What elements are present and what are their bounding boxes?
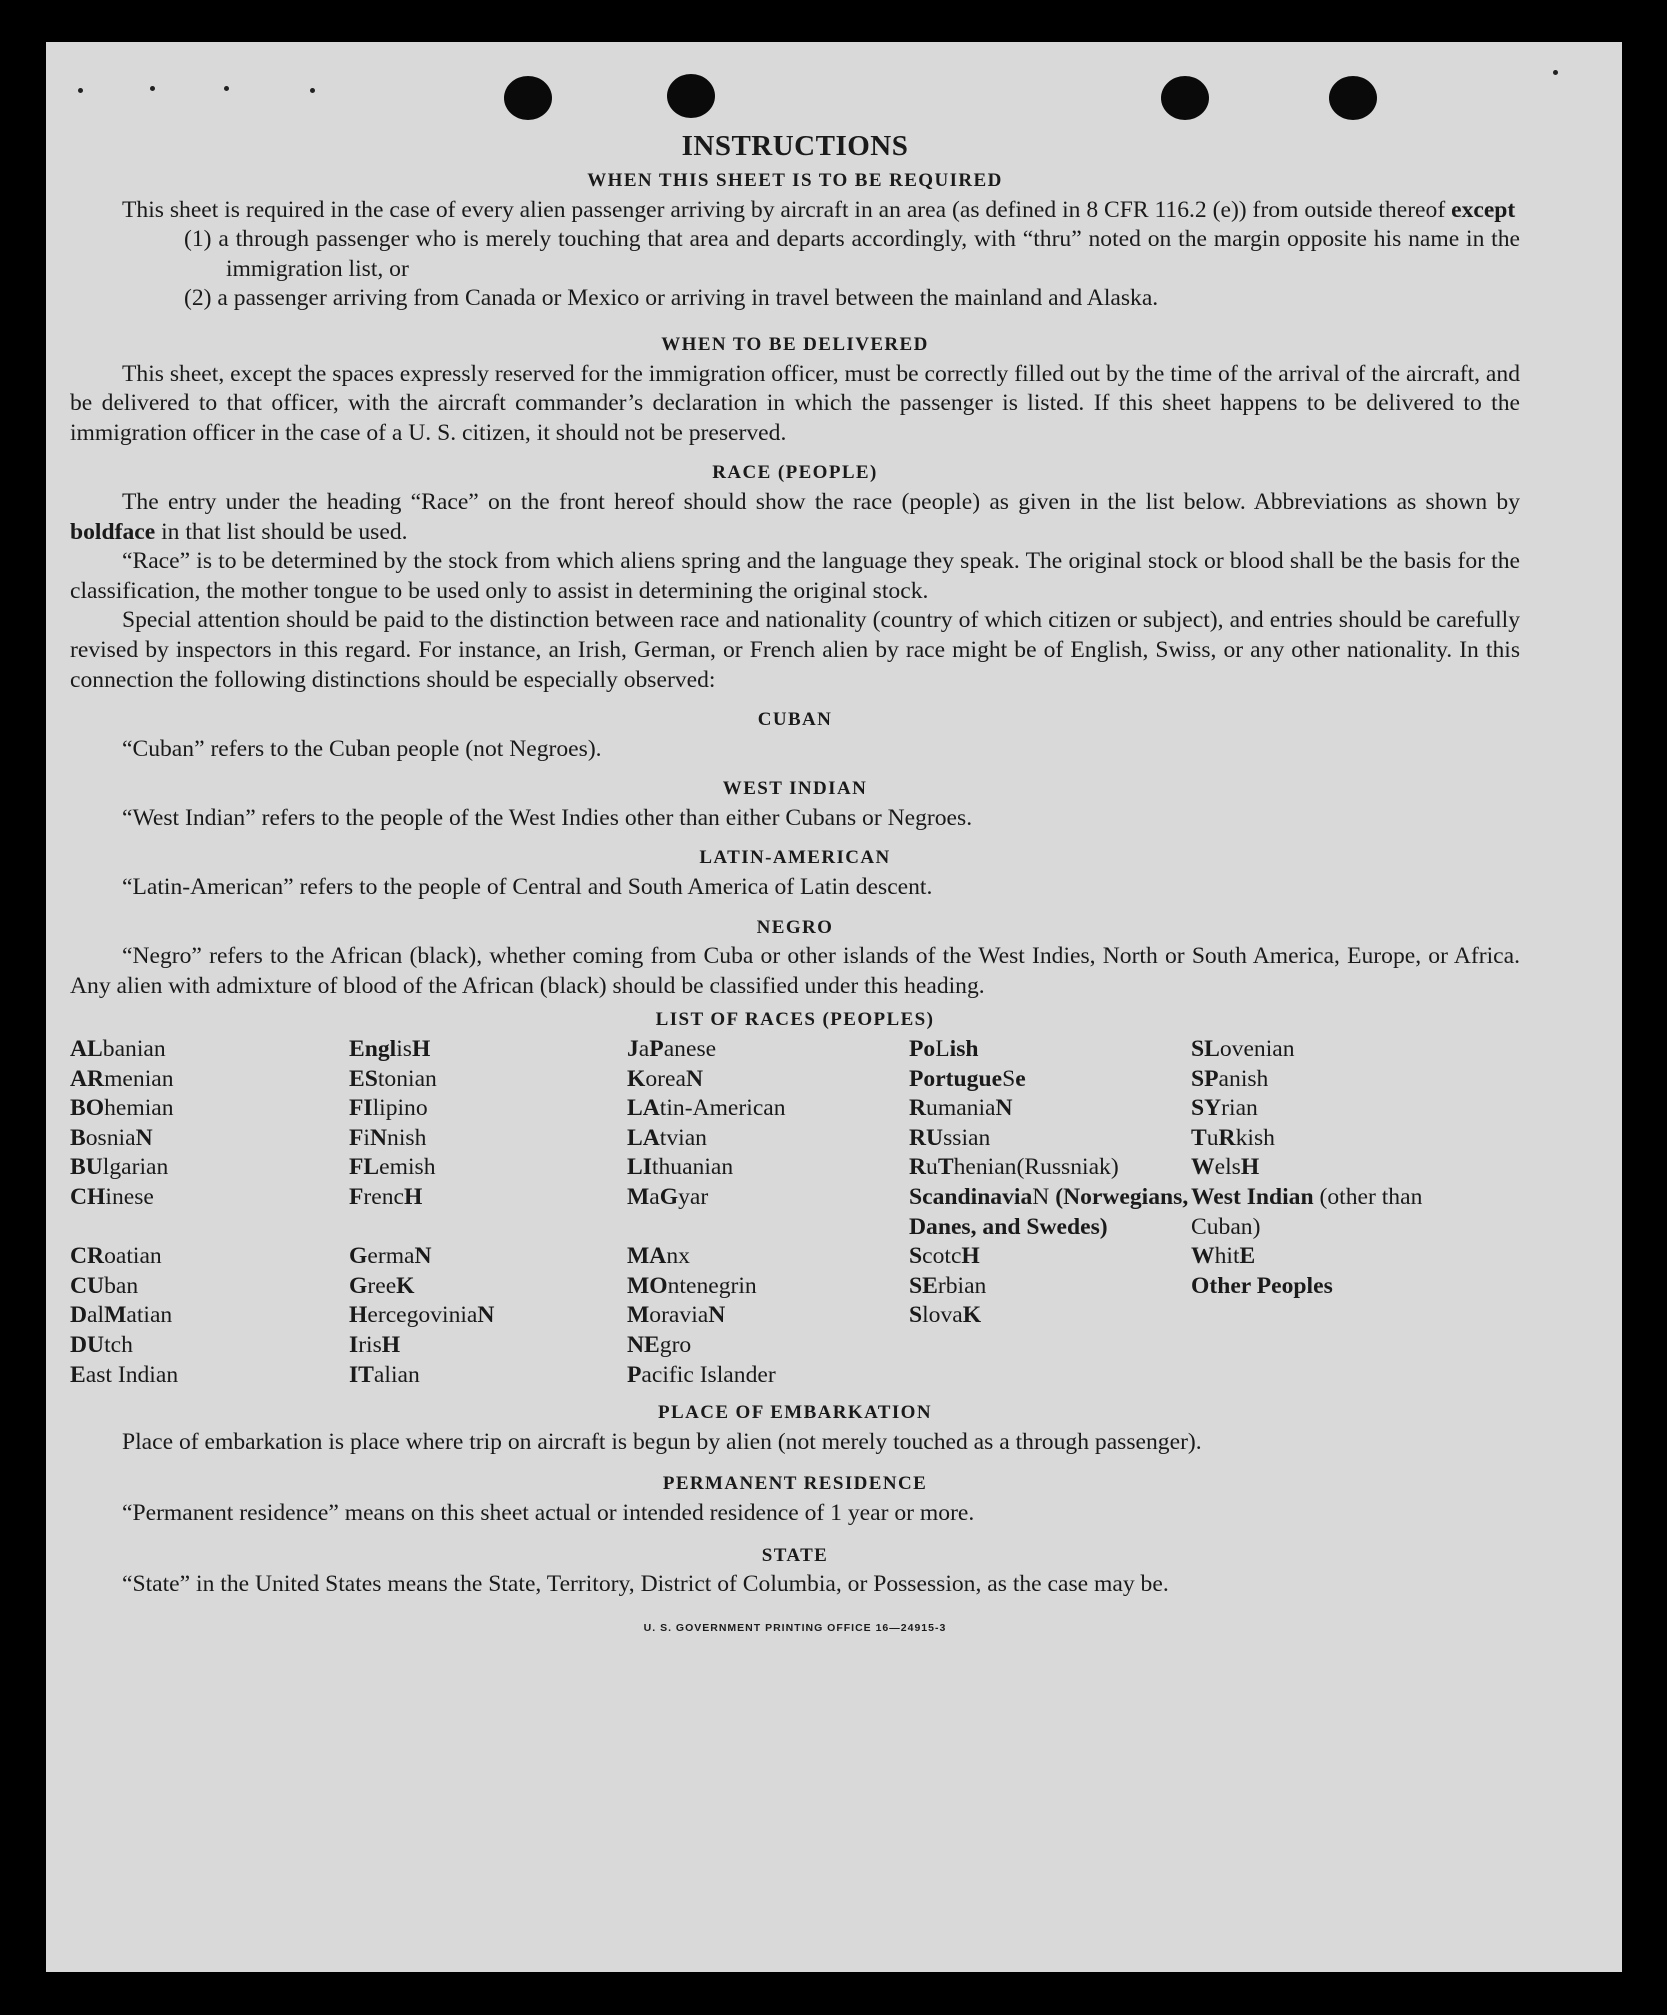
race-entry (70, 1153, 349, 1183)
west-indian-text: “West Indian” refers to the people of the West Indies other than either Cubans or Negroes. (122, 804, 973, 831)
race-entry (1191, 1094, 1491, 1124)
section-heading-when-required: WHEN THIS SHEET IS TO BE REQUIRED (587, 170, 1003, 191)
race-entry (70, 1094, 349, 1124)
race-name-part: rbian (937, 1272, 987, 1299)
race-abbrev-bold: LI (627, 1154, 652, 1181)
section-heading-race: RACE (PEOPLE) (712, 462, 878, 484)
race-name-part: acific Islander (641, 1361, 776, 1388)
race-name-part: renc (363, 1184, 405, 1210)
race-abbrev-bold: West Indian (1191, 1184, 1314, 1210)
race-entry (349, 1242, 627, 1272)
race-name-part: ast Indian (85, 1361, 179, 1388)
race-abbrev-bold: K (962, 1302, 982, 1329)
race-abbrev-bold: NE (627, 1331, 660, 1358)
race-entry (909, 1331, 1191, 1361)
race-name-part: ban (104, 1272, 139, 1299)
race-entry (909, 1361, 1191, 1391)
race-entry (1191, 1331, 1491, 1361)
race-abbrev-bold: DU (70, 1331, 105, 1358)
race-entry (70, 1124, 349, 1154)
section-heading-embarkation: PLACE OF EMBARKATION (658, 1402, 932, 1424)
race-entry (627, 1242, 909, 1272)
race-name-part: u (926, 1154, 938, 1181)
race-abbrev-bold: AL (70, 1036, 103, 1063)
race-abbrev-bold: AR (70, 1065, 105, 1092)
race-entry (909, 1094, 1191, 1124)
document-page (46, 42, 1622, 1972)
race-name-part: yar (678, 1184, 709, 1210)
punch-hole (1329, 76, 1377, 120)
boldface-word: boldface (70, 518, 156, 545)
race-abbrev-bold: H (1240, 1154, 1260, 1181)
race-entry (349, 1153, 627, 1183)
race-name-part: els (1214, 1154, 1241, 1181)
race-abbrev-bold: CH (70, 1184, 106, 1210)
race-entry (349, 1301, 627, 1331)
race-name-part: N (1032, 1184, 1050, 1210)
race-abbrev-bold: P (627, 1361, 642, 1388)
race-abbrev-bold: G (349, 1272, 368, 1299)
race-entry (627, 1065, 909, 1095)
race-name-part: tvian (659, 1124, 707, 1151)
race-abbrev-bold: IT (349, 1361, 374, 1388)
race-abbrev-bold: M (627, 1184, 650, 1210)
race-abbrev-bold: (Norwegians, Danes, and Swedes) (909, 1184, 1189, 1240)
race-abbrev-bold: Portugue (909, 1065, 1003, 1092)
except-bold: except (1451, 196, 1516, 223)
race-abbrev-bold: N (995, 1095, 1013, 1122)
race-entry (1191, 1183, 1491, 1242)
race-name-part: gro (659, 1331, 692, 1358)
race-abbrev-bold: N (135, 1124, 153, 1151)
cuban-text: “Cuban” refers to the Cuban people (not Negroes). (122, 735, 602, 762)
races-list (70, 1035, 1520, 1390)
speck (1553, 70, 1558, 75)
race-entry (1191, 1065, 1491, 1095)
race-name-part: hit (1214, 1243, 1240, 1270)
race-entry (627, 1331, 909, 1361)
race-abbrev-bold: H (381, 1331, 401, 1358)
race-abbrev-bold: R (909, 1095, 927, 1122)
race-entry (909, 1301, 1191, 1331)
punch-hole (667, 74, 715, 118)
race-paragraph (70, 488, 1520, 547)
race-abbrev-bold: H (961, 1243, 980, 1270)
race-name-part: S (1002, 1065, 1016, 1092)
race-abbrev-bold: H (411, 1036, 431, 1063)
race-name-part: osnia (85, 1124, 136, 1151)
race-entry (1191, 1361, 1491, 1391)
race-name-part: i (363, 1124, 370, 1151)
race-abbrev-bold: FI (349, 1095, 373, 1122)
race-abbrev-bold: P (649, 1036, 664, 1063)
race-abbrev-bold: N (414, 1243, 432, 1270)
section-heading-negro: NEGRO (756, 916, 834, 938)
race-abbrev-bold: W (1191, 1243, 1215, 1270)
state-text: “State” in the United States means the State, Territory, District of Columbia, or Possession, as the case may be. (122, 1571, 1169, 1598)
race-name-part: ris (358, 1331, 382, 1358)
section-heading-west-indian: WEST INDIAN (722, 778, 868, 800)
race-abbrev-bold: I (349, 1331, 359, 1358)
race-abbrev-bold: K (627, 1065, 646, 1092)
race-abbrev-bold: MA (627, 1243, 667, 1270)
race-entry (1191, 1301, 1491, 1331)
race-abbrev-bold: T (1191, 1124, 1207, 1151)
race-abbrev-bold: CU (70, 1272, 105, 1299)
when-required-text: This sheet is required in the case of every alien passenger arriving by aircraft in an area (as defined in 8 CFR 116.2 (e)) from outside thereof (122, 196, 1446, 223)
race-entry (349, 1272, 627, 1302)
race-entry (1191, 1124, 1491, 1154)
race-abbrev-bold: BU (70, 1154, 103, 1181)
section-heading-state: STATE (761, 1544, 829, 1566)
race-name-part: umania (926, 1095, 996, 1122)
race-abbrev-bold: R (909, 1154, 927, 1181)
race-name-part: tch (104, 1331, 133, 1358)
race-abbrev-bold: BO (70, 1095, 105, 1122)
race-abbrev-bold: E (1239, 1243, 1256, 1270)
punch-hole (1161, 76, 1209, 120)
exception-item: (2) a passenger arriving from Canada or Mexico or arriving in travel between the mainland and Alaska. (184, 285, 1159, 312)
race-name-part: lova (922, 1302, 963, 1329)
race-abbrev-bold: T (937, 1154, 954, 1181)
race-abbrev-bold: FL (349, 1154, 380, 1181)
race-name-part: lgarian (102, 1154, 169, 1181)
race-name-part: erma (367, 1243, 415, 1270)
race-text: The entry under the heading “Race” on the front hereof should show the race (people) as given in the list below. Abbreviations as shown by (122, 488, 1520, 515)
race-entry (1191, 1272, 1491, 1302)
race-abbrev-bold: R (1218, 1124, 1236, 1151)
race-entry (627, 1035, 909, 1065)
race-abbrev-bold: J (627, 1036, 639, 1063)
race-entry (70, 1272, 349, 1302)
embarkation-text: Place of embarkation is place where trip on aircraft is begun by alien (not merely touched as a through passenger). (122, 1428, 1202, 1455)
race-name-part: hemian (104, 1095, 174, 1122)
race-name-part: a (649, 1184, 660, 1210)
when-delivered-text: This sheet, except the spaces expressly reserved for the immigration officer, must be correctly filled out by the time of the arrival of the aircraft, and be delivered to that officer, with the aircraft commander’s declaration in which the passenger is listed. If this sheet happens to be delivered to the immigration officer in the case of a U. S. citizen, it should not be preserved. (70, 360, 1520, 446)
residence-text: “Permanent residence” means on this sheet actual or intended residence of 1 year or more. (122, 1499, 975, 1526)
race-name-part: anish (1218, 1065, 1269, 1092)
race-paragraph: “Race” is to be determined by the stock from which aliens spring and the language they speak. The original stock or blood shall be the basis for the classification, the mother tongue to be used only to assist in determining the original stock. (70, 548, 1520, 604)
race-abbrev-bold: F (349, 1124, 364, 1151)
race-abbrev-bold: W (1191, 1154, 1215, 1181)
race-name-part: menian (104, 1065, 174, 1092)
race-abbrev-bold: LA (627, 1095, 660, 1122)
race-entry (70, 1301, 349, 1331)
speck (150, 86, 155, 91)
race-name-part: emish (379, 1154, 436, 1181)
race-abbrev-bold: S (909, 1302, 923, 1329)
race-name-part: nish (387, 1124, 427, 1151)
race-name-part: a (638, 1036, 650, 1063)
race-entry (349, 1094, 627, 1124)
race-entry (349, 1035, 627, 1065)
race-abbrev-bold: CR (70, 1243, 105, 1270)
race-abbrev-bold: F (349, 1184, 364, 1210)
speck (224, 86, 229, 91)
race-entry (70, 1242, 349, 1272)
race-abbrev-bold: H (404, 1184, 423, 1210)
race-abbrev-bold: LA (627, 1124, 660, 1151)
printing-office-footer: U. S. GOVERNMENT PRINTING OFFICE 16—24915-3 (643, 1621, 947, 1634)
race-name-part: ntenegrin (667, 1272, 757, 1299)
race-name-part: lipino (372, 1095, 428, 1122)
race-abbrev-bold: M (104, 1302, 127, 1329)
race-abbrev-bold: N (708, 1302, 726, 1329)
race-abbrev-bold: K (396, 1272, 415, 1299)
race-name-part: u (1206, 1124, 1219, 1151)
race-name-part: L (935, 1036, 950, 1063)
race-entry (1191, 1035, 1491, 1065)
race-abbrev-bold: e (1015, 1065, 1026, 1092)
race-name-part: tonian (377, 1065, 437, 1092)
negro-text: “Negro” refers to the African (black), whether coming from Cuba or other islands of the West Indies, North or South America, Europe, or Africa. Any alien with admixture of blood of the African (black) should be classified under this heading. (70, 943, 1520, 999)
race-abbrev-bold: SL (1191, 1036, 1220, 1063)
race-entry (349, 1361, 627, 1391)
race-abbrev-bold: MO (627, 1272, 668, 1299)
latin-american-text: “Latin-American” refers to the people of Central and South America of Latin descent. (122, 874, 933, 901)
race-name-part: (other than Cuban) (1191, 1184, 1423, 1240)
speck (78, 88, 83, 93)
race-entry (909, 1272, 1191, 1302)
race-name-part: cotc (922, 1243, 962, 1270)
race-name-part: al (87, 1302, 105, 1329)
race-name-part: oravia (649, 1302, 709, 1329)
section-heading-latin-american: LATIN-AMERICAN (699, 847, 891, 869)
race-name-part: banian (102, 1036, 166, 1063)
race-entry (70, 1035, 349, 1065)
race-abbrev-bold: RU (909, 1124, 944, 1151)
punch-hole (504, 76, 552, 120)
race-entry (627, 1094, 909, 1124)
race-entry (909, 1124, 1191, 1154)
race-abbrev-bold: Po (909, 1036, 936, 1063)
race-entry (70, 1331, 349, 1361)
race-entry (909, 1242, 1191, 1272)
race-abbrev-bold: D (70, 1302, 88, 1329)
race-name-part: is (396, 1036, 412, 1063)
race-entry (627, 1183, 909, 1242)
list-of-races-heading: LIST OF RACES (PEOPLES) (655, 1009, 935, 1031)
race-name-part: thuanian (651, 1154, 734, 1181)
race-abbrev-bold: M (627, 1302, 650, 1329)
race-name-part: ssian (943, 1124, 991, 1151)
race-name-part: alian (373, 1361, 420, 1388)
race-entry (909, 1065, 1191, 1095)
race-entry (627, 1301, 909, 1331)
race-entry (627, 1153, 909, 1183)
race-entry (349, 1183, 627, 1242)
exception-item: (1) a through passenger who is merely touching that area and departs accordingly, with “thru” noted on the margin opposite his name in the immigration list, or (184, 226, 1520, 282)
race-abbrev-bold: ish (949, 1036, 979, 1063)
instructions-content (70, 122, 1520, 1643)
race-name-part: tin-American (659, 1095, 786, 1122)
race-abbrev-bold: H (349, 1302, 368, 1329)
section-heading-residence: PERMANENT RESIDENCE (662, 1473, 928, 1495)
race-name-part: orea (645, 1065, 686, 1092)
race-paragraph: Special attention should be paid to the distinction between race and nationality (country of which citizen or subject), and entries should be carefully revised by inspectors in this regard. For instance, an Irish, German, or French alien by race might be of English, Swiss, or any other nationality. In this connection the following distinctions should be especially observed: (70, 607, 1520, 693)
race-abbrev-bold: SY (1191, 1095, 1222, 1122)
race-abbrev-bold: ES (349, 1065, 378, 1092)
race-abbrev-bold: SE (909, 1272, 938, 1299)
race-abbrev-bold: N (477, 1302, 495, 1329)
race-entry (1191, 1153, 1491, 1183)
section-heading-cuban: CUBAN (757, 709, 833, 731)
race-abbrev-bold: S (909, 1243, 923, 1270)
race-name-part: atian (126, 1302, 173, 1329)
race-name-part: ree (367, 1272, 397, 1299)
race-name-part: rian (1221, 1095, 1258, 1122)
race-entry (349, 1065, 627, 1095)
race-name-part: henian(Russniak) (953, 1154, 1119, 1181)
when-required-intro (70, 196, 1520, 226)
race-name-part: ercegovinia (367, 1302, 478, 1329)
race-abbrev-bold: G (349, 1243, 368, 1270)
race-abbrev-bold: N (369, 1124, 388, 1151)
race-abbrev-bold: E (70, 1361, 86, 1388)
race-entry (909, 1153, 1191, 1183)
section-heading-when-delivered: WHEN TO BE DELIVERED (661, 333, 929, 355)
race-name-part: nx (666, 1243, 690, 1270)
speck (310, 88, 315, 93)
page-title: INSTRUCTIONS (681, 130, 909, 162)
race-entry (1191, 1242, 1491, 1272)
race-abbrev-bold: B (70, 1124, 86, 1151)
race-abbrev-bold: N (685, 1065, 704, 1092)
race-abbrev-bold: Other Peoples (1191, 1272, 1333, 1299)
race-abbrev-bold: Engl (349, 1036, 397, 1063)
race-abbrev-bold: SP (1191, 1065, 1219, 1092)
race-entry (627, 1361, 909, 1391)
race-entry (627, 1124, 909, 1154)
race-entry (349, 1331, 627, 1361)
race-entry (909, 1035, 1191, 1065)
race-entry (627, 1272, 909, 1302)
race-name-part: anese (663, 1036, 717, 1063)
race-name-part: oatian (104, 1243, 162, 1270)
race-abbrev-bold: Scandinavia (909, 1184, 1033, 1210)
race-name-part: ovenian (1219, 1036, 1295, 1063)
race-entry (349, 1124, 627, 1154)
race-name-part: inese (105, 1184, 154, 1210)
race-entry (70, 1361, 349, 1391)
race-abbrev-bold: G (659, 1184, 679, 1210)
race-text: in that list should be used. (161, 518, 408, 545)
race-entry (70, 1065, 349, 1095)
race-entry (909, 1183, 1191, 1242)
race-name-part: kish (1235, 1124, 1275, 1151)
race-entry (70, 1183, 349, 1242)
